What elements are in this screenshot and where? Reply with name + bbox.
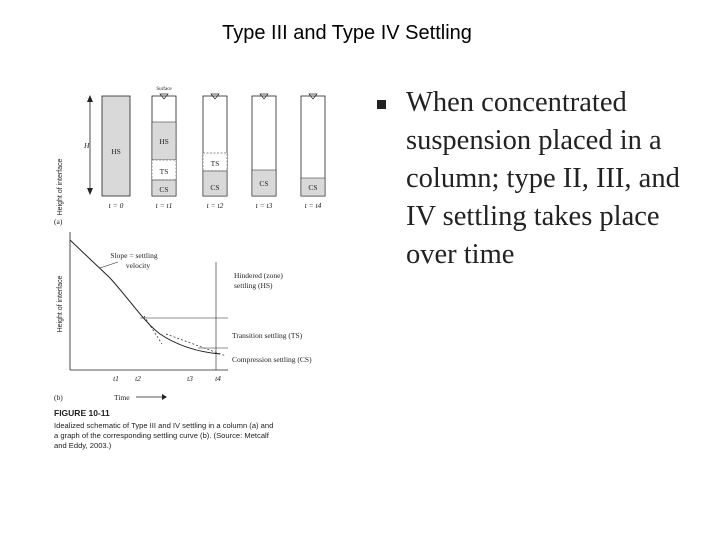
panel-a-y-label: Height of interface [57,158,64,216]
annotation-compression: Compression settling (CS) [232,355,312,364]
column-time: t = t3 [255,201,273,210]
column-time: t = t2 [206,201,224,210]
figure-caption-head: FIGURE 10-11 [54,408,110,418]
zone-label: TS [159,167,169,176]
bullet-marker [377,100,386,109]
zone-label: CS [259,179,269,188]
tick-label: t2 [135,374,141,383]
figure-caption-line: Idealized schematic of Type III and IV settling in a column (a) and [54,421,274,430]
panel-b-label: (b) [54,393,63,402]
tick-label: t3 [187,374,193,383]
figure-caption-line: a graph of the corresponding settling curve (b). (Source: Metcalf [54,431,269,440]
height-symbol: H [84,141,90,150]
bullet-text: When concentrated suspension placed in a column; type II, III, and IV settling takes place over time [406,87,680,270]
zone-label: CS [308,183,318,192]
annotation-hindered: Hindered (zone) [234,271,283,280]
column-t0 [102,96,130,210]
zone-label: CS [210,183,220,192]
tick-label: t4 [215,374,221,383]
column-time: t = t1 [155,201,173,210]
column-time: t = 0 [108,201,124,210]
slope-label: velocity [125,261,151,270]
panel-b-y-label: Height of interface [57,275,64,333]
zone-label: TS [210,159,220,168]
zone-label: HS [111,147,121,156]
slide-title: Type III and Type IV Settling [222,22,472,44]
column-t3 [252,94,276,210]
tick-label: t1 [113,374,119,383]
settling-figure [48,82,348,472]
annotation-hindered: settling (HS) [234,281,273,290]
zone-label: CS [159,185,169,194]
column-t4 [301,94,325,210]
column-t2 [203,94,227,210]
panel-a-label: (a) [54,217,63,226]
column-t1 [152,87,176,210]
annotation-transition: Transition settling (TS) [232,331,303,340]
zone-label: HS [159,137,169,146]
panel-b-x-label: Time [114,393,130,402]
slope-label: Slope = settling [110,251,158,260]
column-time: t = t4 [304,201,322,210]
figure-caption-line: and Eddy, 2003.) [54,441,112,450]
water-surface-label: Surface [156,87,172,92]
